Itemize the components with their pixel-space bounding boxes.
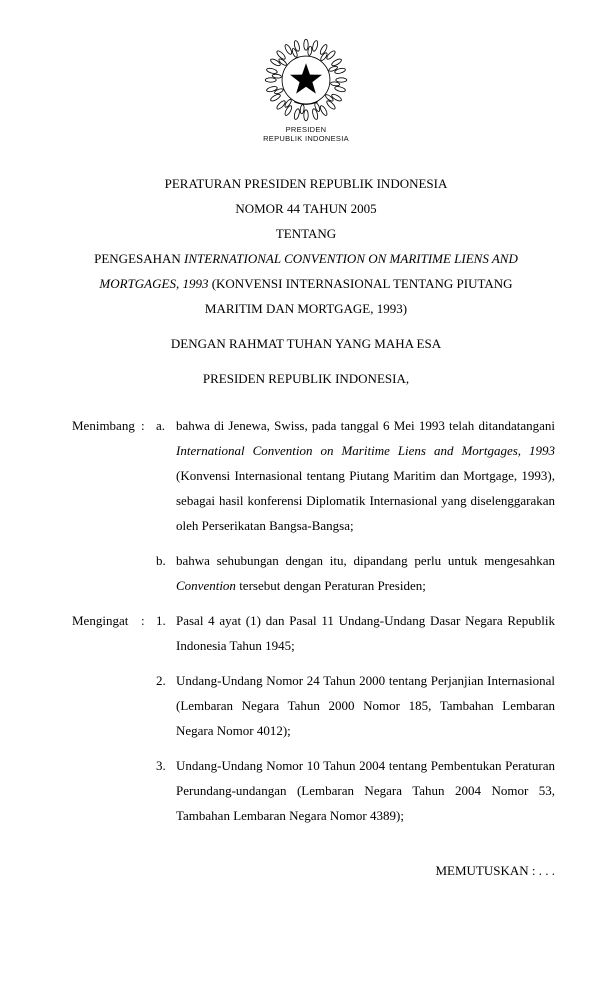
issuing-authority-line: PRESIDEN REPUBLIK INDONESIA, <box>202 371 410 386</box>
item-marker: 2. <box>156 673 166 688</box>
item-text: Pasal 4 ayat (1) dan Pasal 11 Undang-Undang Dasar Negara Republik Indonesia Tahun 1945; <box>176 613 555 653</box>
item-text: bahwa di Jenewa, Swiss, pada tanggal 6 Mei 1993 telah ditandatangani International Convention on Maritime Liens and Mortgages, 1993 (Konvensi Internasional tentang Piutang Maritim dan Mortgage, 1993), sebagai hasil konferensi Diplomatik Internasional yang diselenggarakan oleh Perserikatan Bangsa-Bangsa; <box>176 418 555 533</box>
consideration-item-b <box>156 548 555 598</box>
emblem-block <box>0 0 612 143</box>
emblem-caption <box>0 125 612 143</box>
item-marker: 1. <box>156 613 166 628</box>
item-marker: 3. <box>156 758 166 773</box>
item-text: bahwa sehubungan dengan itu, dipandang perlu untuk mengesahkan Convention tersebut dengan Peraturan Presiden; <box>176 553 555 593</box>
legal-basis-item-3 <box>156 753 555 828</box>
title-block <box>0 171 612 391</box>
item-text: Undang-Undang Nomor 24 Tahun 2000 tentang Perjanjian Internasional (Lembaran Negara Tahun 2000 Nomor 185, Tambahan Lembaran Negara Nomor 4012); <box>176 673 555 738</box>
menimbang-items <box>156 413 555 598</box>
regulation-subject: PENGESAHAN INTERNATIONAL CONVENTION ON MARITIME LIENS AND MORTGAGES, 1993 (KONVENSI INTERNASIONAL TENTANG PIUTANG MARITIM DAN MORTGAGE, 1993) <box>94 251 518 316</box>
regulation-number: NOMOR 44 TAHUN 2005 <box>235 201 377 216</box>
consideration-item-a <box>156 413 555 538</box>
mengingat-items <box>156 608 555 828</box>
mengingat-colon: : <box>141 613 145 628</box>
item-marker: b. <box>156 553 166 568</box>
item-marker: a. <box>156 418 166 433</box>
emblem-caption-republik: REPUBLIK INDONESIA <box>263 134 349 143</box>
mengingat-label: Mengingat <box>72 613 129 628</box>
presidential-emblem <box>264 38 348 122</box>
menimbang-colon: : <box>141 418 145 433</box>
memutuskan-line: MEMUTUSKAN : . . . <box>435 863 555 878</box>
tentang-label: TENTANG <box>275 226 337 241</box>
document-body <box>0 413 612 883</box>
mengingat-clause <box>72 608 555 828</box>
regulation-title: PERATURAN PRESIDEN REPUBLIK INDONESIA <box>164 176 448 191</box>
menimbang-clause <box>72 413 555 598</box>
menimbang-label: Menimbang <box>72 418 135 433</box>
item-text: Undang-Undang Nomor 10 Tahun 2004 tentang Pembentukan Peraturan Perundang-undangan (Lembaran Negara Tahun 2004 Nomor 53, Tambahan Lembaran Negara Nomor 4389); <box>176 758 555 823</box>
legal-basis-item-1 <box>156 608 555 658</box>
emblem-caption-presiden: PRESIDEN <box>285 125 327 134</box>
invocation-line: DENGAN RAHMAT TUHAN YANG MAHA ESA <box>170 336 442 351</box>
legal-basis-item-2 <box>156 668 555 743</box>
